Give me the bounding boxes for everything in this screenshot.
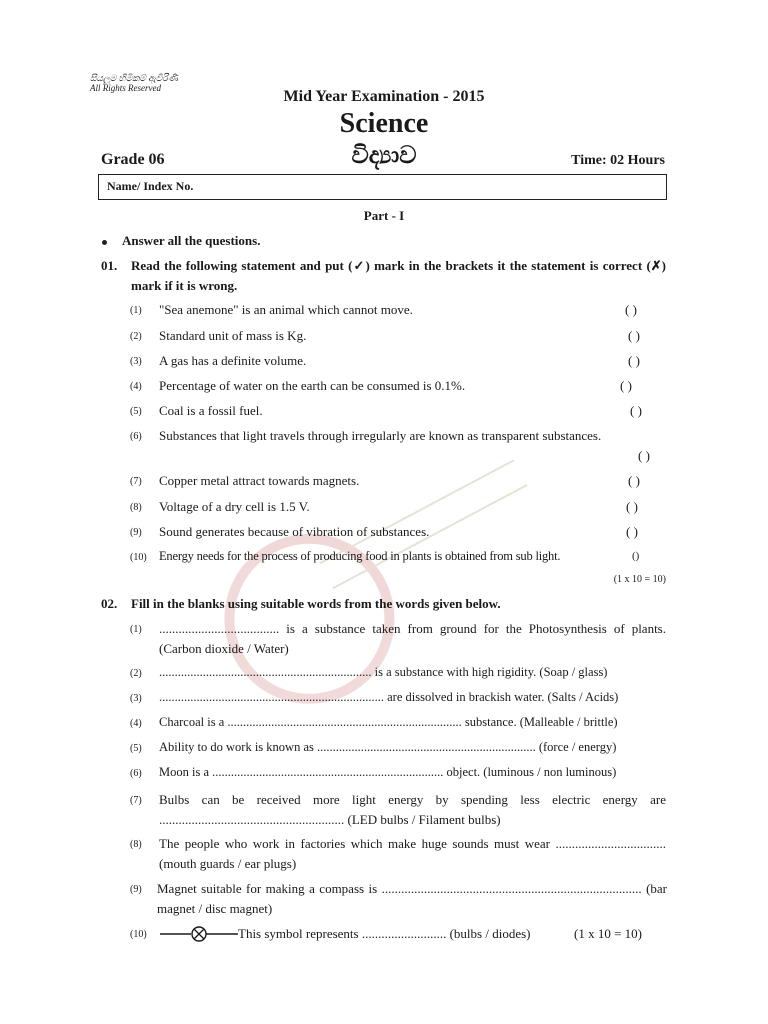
name-index-label: Name/ Index No.	[107, 179, 194, 193]
time-label: Time: 02 Hours	[571, 153, 665, 168]
q1-item-text: Energy needs for the process of producing food in plants is obtained from sub light.	[159, 549, 561, 563]
q2-item-text: Magnet suitable for making a compass is ................................................................................ (bar magnet / disc magnet)	[157, 881, 667, 916]
q1-item-number: (2)	[130, 331, 142, 342]
q1-item-text: A gas has a definite volume.	[159, 353, 307, 368]
q1-number: 01.	[101, 258, 118, 273]
q1-item-text: Percentage of water on the earth can be consumed is 0.1%.	[159, 378, 466, 393]
answer-bracket[interactable]: ( )	[626, 499, 638, 514]
rights-english: All Rights Reserved	[90, 83, 161, 93]
q1-item-number: (8)	[130, 502, 142, 513]
exam-title: Mid Year Examination - 2015	[283, 88, 485, 105]
q1-item-number: (7)	[130, 476, 142, 487]
q2-item-number: (1)	[130, 624, 142, 635]
q1-item-number: (9)	[130, 527, 142, 538]
q2-item-text: .................................................................... is a substance with high rigidity. (Soap / glass)	[159, 665, 608, 679]
q1-item-number: (5)	[130, 406, 142, 417]
bullet-icon	[102, 240, 107, 245]
q1-item-text: "Sea anemone" is an animal which cannot move.	[159, 302, 413, 317]
q1-item-text: Coal is a fossil fuel.	[159, 403, 263, 418]
grade-label: Grade 06	[101, 151, 165, 168]
q2-item-number: (2)	[130, 668, 142, 679]
q1-item-number: (10)	[130, 552, 147, 563]
subject-title: Science	[339, 108, 429, 139]
q2-score: (1 x 10 = 10)	[574, 926, 642, 941]
q2-item-text: The people who work in factories which make huge sounds must wear .................................. (mouth guards / ear plugs)	[159, 836, 666, 871]
q2-number: 02.	[101, 596, 118, 611]
q2-item-number: (6)	[130, 768, 142, 779]
q1-item-number: (6)	[130, 431, 142, 442]
q2-item-text: This symbol represents .......................... (bulbs / diodes)	[238, 926, 531, 941]
answer-bracket[interactable]: ( )	[638, 448, 650, 463]
q1-item-text: Copper metal attract towards magnets.	[159, 473, 360, 488]
q1-item-number: (3)	[130, 356, 142, 367]
answer-bracket[interactable]: ()	[632, 550, 640, 562]
answer-bracket[interactable]: ( )	[626, 524, 638, 539]
q2-item-text: ........................................................................ are dissolved in brackish water. (Salts / Acids)	[159, 690, 619, 704]
q1-score: (1 x 10 = 10)	[613, 574, 666, 585]
q1-item-text: Standard unit of mass is Kg.	[159, 328, 307, 343]
rights-sinhala: සියලුම හිමිකම් ඇවිරිණි	[90, 73, 178, 83]
answer-bracket[interactable]: ( )	[628, 328, 640, 343]
answer-bracket[interactable]: ( )	[628, 473, 640, 488]
q2-item-text: Ability to do work is known as ...................................................................... (force / energy)	[159, 740, 617, 754]
instruction-text: Answer all the questions.	[122, 233, 261, 248]
part-heading: Part - I	[363, 208, 405, 223]
q2-text: Fill in the blanks using suitable words from the words given below.	[131, 596, 501, 611]
bulb-symbol-icon	[160, 926, 238, 942]
q2-item-number: (8)	[130, 839, 142, 850]
q2-item-text: ..................................... is a substance taken from ground for the Photosynthesis of plants. (Carbon dioxide / Water)	[159, 621, 666, 656]
q2-item-number: (9)	[130, 884, 142, 895]
q2-item-number: (7)	[130, 795, 142, 806]
q2-item-number: (4)	[130, 718, 142, 729]
q1-item-text: Sound generates because of vibration of substances.	[159, 524, 430, 539]
answer-bracket[interactable]: ( )	[630, 403, 642, 418]
answer-bracket[interactable]: ( )	[620, 378, 632, 393]
q2-item-number: (5)	[130, 743, 142, 754]
name-index-field[interactable]	[98, 174, 667, 200]
answer-bracket[interactable]: ( )	[625, 302, 637, 317]
subject-title-sinhala: විද්‍යාව	[351, 143, 417, 169]
q1-text: Read the following statement and put (✓) mark in the brackets it the statement is correct (✗) mark if it is wrong.	[131, 258, 666, 293]
instruction	[102, 233, 260, 249]
q1-item-text: Voltage of a dry cell is 1.5 V.	[159, 499, 310, 514]
q1-item-number: (4)	[130, 381, 142, 392]
q1-item-text: Substances that light travels through irregularly are known as transparent substances.	[159, 428, 602, 443]
q1-item-number: (1)	[130, 305, 142, 316]
q2-item-text: Bulbs can be received more light energy by spending less electric energy are ......................................................... (LED bulbs / Filament bulbs)	[159, 792, 666, 827]
answer-bracket[interactable]: ( )	[628, 353, 640, 368]
q2-item-text: Moon is a .......................................................................... object. (luminous / non luminous)	[159, 765, 617, 779]
q2-item-text: Charcoal is a ........................................................................... substance. (Malleable / brittle)	[159, 715, 618, 729]
q2-item-number: (10)	[130, 929, 147, 940]
q2-item-number: (3)	[130, 693, 142, 704]
